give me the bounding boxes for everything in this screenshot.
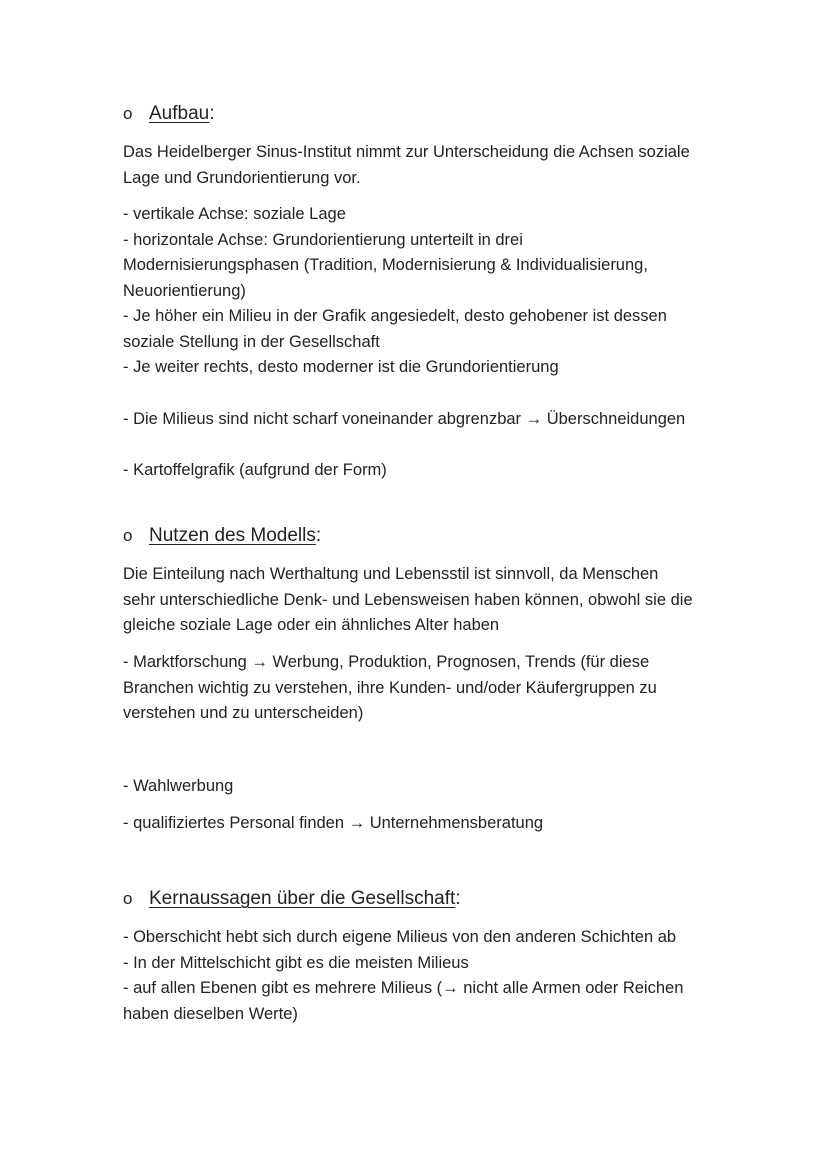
paragraph-aufbau-intro (123, 140, 763, 191)
heading-text: Aufbau (149, 103, 210, 124)
list-nutzen-market (123, 650, 763, 727)
heading-colon: : (455, 888, 461, 909)
heading-text: Nutzen des Modells (149, 525, 316, 546)
text-line: Lage und Grundorientierung vor. (123, 168, 361, 187)
heading-nutzen (123, 523, 321, 549)
heading-aufbau (123, 101, 215, 127)
list-item: - Oberschicht hebt sich durch eigene Milieus von den anderen Schichten ab (123, 928, 677, 946)
list-item: - In der Mittelschicht gibt es die meisten Milieus (123, 953, 469, 972)
list-item: - Je weiter rechts, desto moderner ist die Grundorientierung (123, 358, 559, 376)
bullet-marker: o (123, 889, 133, 908)
list-item: - qualifiziertes Personal finden → Unternehmensberatung (123, 814, 544, 832)
list-item: - auf allen Ebenen gibt es mehrere Milieus (→ nicht alle Armen oder Reichen (123, 979, 684, 997)
list-item: Neuorientierung) (123, 281, 246, 300)
list-item: - Kartoffelgrafik (aufgrund der Form) (123, 461, 387, 479)
heading-colon: : (209, 103, 215, 124)
list-aufbau-overlap (123, 407, 763, 433)
paragraph-nutzen-intro (123, 562, 763, 639)
list-aufbau-axes (123, 202, 763, 381)
text-line: Das Heidelberger Sinus-Institut nimmt zur Unterscheidung die Achsen soziale (123, 143, 690, 161)
list-item: verstehen und zu unterscheiden) (123, 704, 364, 722)
list-item: - vertikale Achse: soziale Lage (123, 205, 346, 223)
list-item: - Je höher ein Milieu in der Grafik angesiedelt, desto gehobener ist dessen (123, 307, 667, 325)
list-item: - Die Milieus sind nicht scharf voneinander abgrenzbar → Überschneidungen (123, 410, 686, 428)
text-line: gleiche soziale Lage oder ein ähnliches Alter haben (123, 616, 500, 634)
list-item: haben dieselben Werte) (123, 1004, 298, 1023)
heading-colon: : (315, 525, 322, 546)
list-nutzen-personnel (123, 811, 763, 837)
list-nutzen-election (123, 774, 763, 800)
text-line: sehr unterschiedliche Denk- und Lebensweisen haben können, obwohl sie die (123, 590, 693, 609)
list-item: soziale Stellung in der Gesellschaft (123, 332, 380, 351)
list-item: - Marktforschung → Werbung, Produktion, Prognosen, Trends (für diese (123, 653, 650, 671)
list-item: Modernisierungsphasen (Tradition, Modernisierung & Individualisierung, (123, 256, 648, 274)
list-item: - Wahlwerbung (123, 777, 234, 795)
text-line: Die Einteilung nach Werthaltung und Lebensstil ist sinnvoll, da Menschen (123, 565, 659, 583)
heading-kernaussagen (123, 886, 461, 912)
bullet-marker: o (123, 526, 133, 545)
list-aufbau-shape (123, 458, 763, 484)
list-item: Branchen wichtig zu verstehen, ihre Kunden- und/oder Käufergruppen zu (123, 678, 657, 697)
heading-text: Kernaussagen über die Gesellschaft (149, 888, 456, 909)
bullet-marker: o (123, 104, 133, 123)
list-item: - horizontale Achse: Grundorientierung unterteilt in drei (123, 230, 523, 249)
list-kernaussagen (123, 925, 763, 1027)
